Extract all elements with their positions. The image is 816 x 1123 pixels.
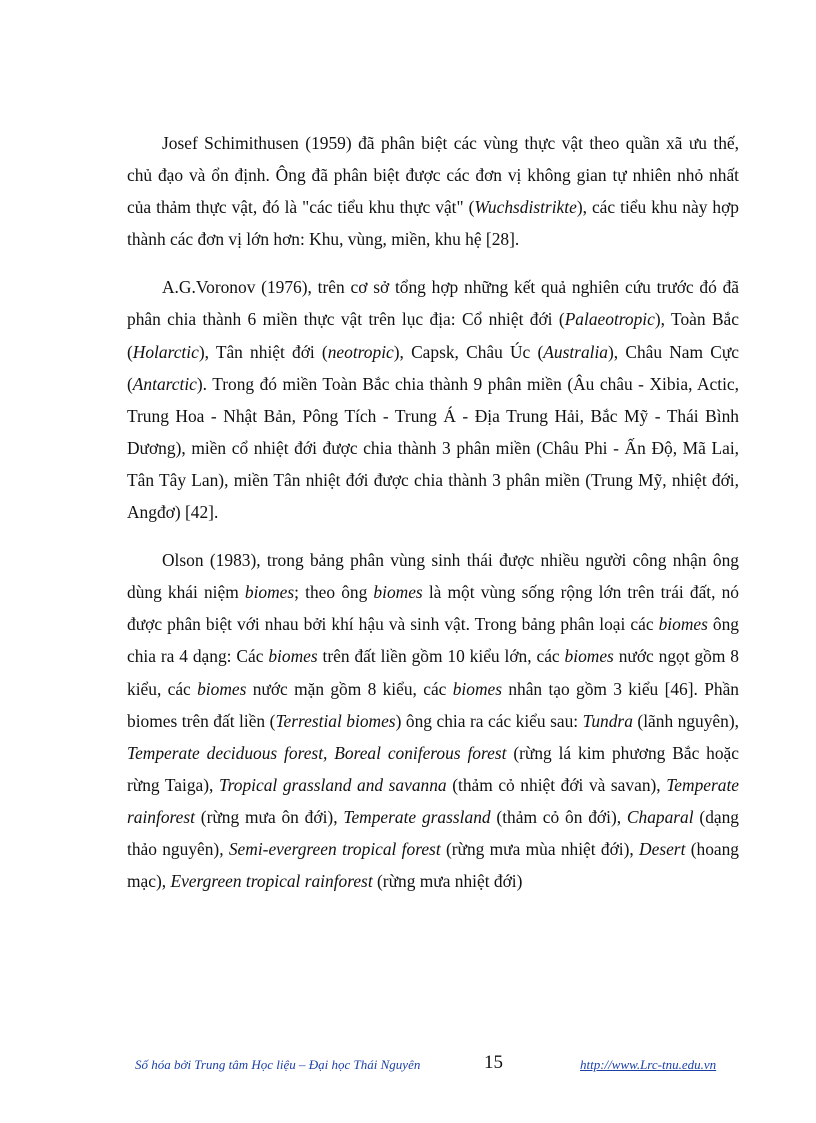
italic-term: biomes [244,582,295,603]
text-run: (rừng mưa ôn đới), [194,806,344,827]
italic-term: Wuchsdistrikte [474,197,577,218]
paragraph-voronov [127,271,739,528]
italic-term: biomes [564,646,614,667]
paragraph-olson [127,544,739,897]
italic-term: Desert [639,838,686,859]
text-run: ), Tân nhiệt đới ( [198,341,328,362]
text-run: nước mặn gồm 8 kiểu, các [246,678,453,699]
text-run: ) ông chia ra các kiểu sau: [395,710,583,731]
italic-term: Tropical grassland and savanna [218,774,447,795]
italic-term: Australia [543,341,609,362]
text-run: ). Trong đó miền Toàn Bắc chia thành 9 phân miền (Âu châu - Xibia, Actic, Trung Hoa - Nhật Bản, Pông Tích - Trung Á - Địa Trung Hải, Bắc Mỹ - Thái Bình Dương), miền cổ nhiệt đới được chia thành 3 phân miền (Châu Phi - Ấn Độ, Mã Lai, Tân Tây Lan), miền Tân nhiệt đới được chia thành 3 phân miền (Trung Mỹ, nhiệt đới, Angđơ) [42]. [127,373,739,523]
italic-term: Tundra [582,710,633,731]
italic-term: neotropic [327,341,394,362]
page-footer [0,1052,816,1079]
text-run: (thảm cỏ nhiệt đới và savan), [446,774,667,795]
page-number: 15 [484,1052,503,1073]
italic-term: Evergreen tropical rainforest [170,871,373,892]
italic-term: biomes [452,678,502,699]
italic-term: biomes [658,614,708,635]
italic-term: Temperate grassland [343,806,491,827]
text-run: ), Châu Nam Cực ( [127,341,739,394]
body-text [127,127,739,913]
footer-credit: Số hóa bởi Trung tâm Học liệu – Đại học Thái Nguyên [135,1057,421,1072]
text-run: ông chia ra 4 dạng: Các [127,614,740,667]
text-run: ), các tiểu khu này hợp thành các đơn vị lớn hơn: Khu, vùng, miền, khu hệ [28]. [127,197,739,250]
text-run: trên đất liền gồm 10 kiểu lớn, các [317,646,565,667]
italic-term: Temperate deciduous forest, Boreal coniferous forest [127,742,507,763]
text-run: (rừng lá kim phương Bắc hoặc rừng Taiga), [127,742,739,795]
text-run: A.G.Voronov (1976), trên cơ sở tổng hợp những kết quả nghiên cứu trước đó đã phân chia thành 6 miền thực vật trên lục địa: Cổ nhiệt đới ( [127,277,739,330]
text-run: ), Capsk, Châu Úc ( [393,341,544,362]
footer-url-link[interactable]: http://www.Lrc-tnu.edu.vn [580,1057,717,1072]
italic-term: biomes [268,646,318,667]
text-run: (rừng mưa nhiệt đới) [372,871,523,892]
text-run: ), Toàn Bắc ( [127,309,739,362]
italic-term: , Semi-evergreen tropical forest [219,838,441,859]
text-run: là một vùng sống rộng lớn trên trái đất, nó được phân biệt với nhau bởi khí hậu và sinh vật. Trong bảng phân loại các [127,582,740,635]
text-run: nhân tạo gồm 3 kiểu [46]. Phần biomes trên đất liền ( [127,678,739,731]
italic-term: Temperate rainforest [127,774,740,827]
text-run: Josef Schimithusen (1959) đã phân biệt các vùng thực vật theo quần xã ưu thế, chủ đạo và ổn định. Ông đã phân biệt được các đơn vị không gian tự nhiên nhỏ nhất của thảm thực vật, đó là "các tiểu khu thực vật" ( [127,133,739,218]
text-run: (thảm cỏ ôn đới), [490,806,627,827]
italic-term: Palaeotropic [564,309,655,330]
italic-term: Antarctic [132,373,197,394]
italic-term: Chaparal [626,806,694,827]
italic-term: biomes [197,678,247,699]
text-run: ; theo ông [294,582,374,603]
text-run: (hoang mạc), [127,838,740,892]
text-run: Olson (1983), trong bảng phân vùng sinh thái được nhiều người công nhận ông dùng khái niệm [127,550,739,603]
italic-term: Terrestial biomes [275,710,396,731]
italic-term: Holarctic [132,341,199,362]
text-run: (rừng mưa mùa nhiệt đới), [440,838,640,859]
paragraph-schimithusen [127,127,739,255]
text-run: (dạng thảo nguyên) [127,806,740,859]
text-run: nước ngọt gồm 8 kiểu, các [127,646,739,699]
text-run: (lãnh nguyên), [632,710,739,731]
italic-term: biomes [373,582,423,603]
